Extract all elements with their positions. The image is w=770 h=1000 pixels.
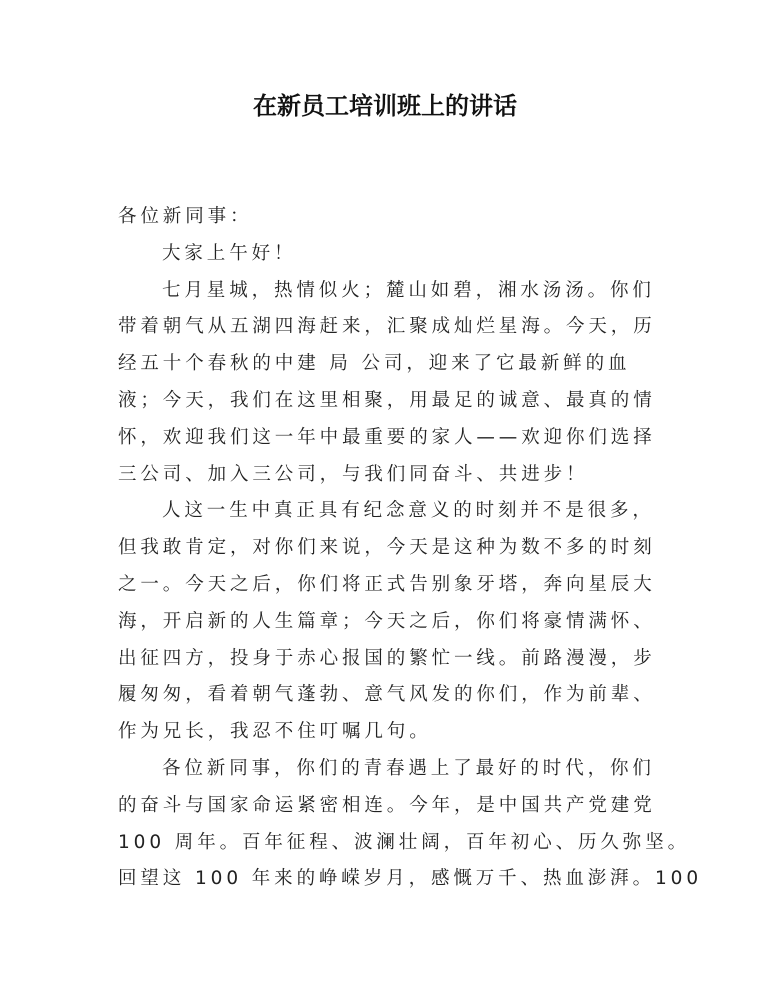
body-line: 但我敢肯定，对你们来说，今天是这种为数不多的时刻 bbox=[118, 537, 656, 559]
body-line: 七月星城，热情似火；麓山如碧，湘水汤汤。你们 bbox=[162, 279, 655, 301]
body-line: 经五十个春秋的中建 局 公司，迎来了它最新鲜的血 bbox=[118, 353, 631, 375]
body-line: 海，开启新的人生篇章；今天之后，你们将豪情满怀、 bbox=[118, 610, 656, 632]
body-line: 三公司、加入三公司，与我们同奋斗、共进步！ bbox=[118, 463, 589, 485]
body-line: 各位新同事： bbox=[118, 206, 253, 227]
body-line: 之一。今天之后，你们将正式告别象牙塔，奔向星辰大 bbox=[118, 573, 656, 595]
body-line: 的奋斗与国家命运紧密相连。今年，是中国共产党建党 bbox=[118, 794, 656, 816]
body-line: 作为兄长，我忍不住叮嘱几句。 bbox=[118, 721, 432, 743]
body-line: 人这一生中真正具有纪念意义的时刻并不是很多， bbox=[162, 500, 655, 522]
body-line: 履匆匆，看着朝气蓬勃、意气风发的你们，作为前辈、 bbox=[118, 684, 656, 706]
body-line: 各位新同事，你们的青春遇上了最好的时代，你们 bbox=[162, 757, 655, 779]
document-body bbox=[118, 199, 702, 898]
body-line: 怀，欢迎我们这一年中最重要的家人——欢迎你们选择 bbox=[118, 426, 656, 448]
body-line: 大家上午好！ bbox=[162, 242, 297, 264]
body-line: 出征四方，投身于赤心报国的繁忙一线。前路漫漫，步 bbox=[118, 647, 656, 669]
body-line: 液；今天，我们在这里相聚，用最足的诚意、最真的情 bbox=[118, 389, 656, 411]
body-line: 回望这 100 年来的峥嵘岁月，感慨万千、热血澎湃。100 bbox=[118, 868, 702, 890]
body-line: 100 周年。百年征程、波澜壮阔，百年初心、历久弥坚。 bbox=[118, 831, 690, 853]
body-line: 带着朝气从五湖四海赶来，汇聚成灿烂星海。今天，历 bbox=[118, 316, 656, 338]
document-title: 在新员工培训班上的讲话 bbox=[253, 91, 517, 120]
